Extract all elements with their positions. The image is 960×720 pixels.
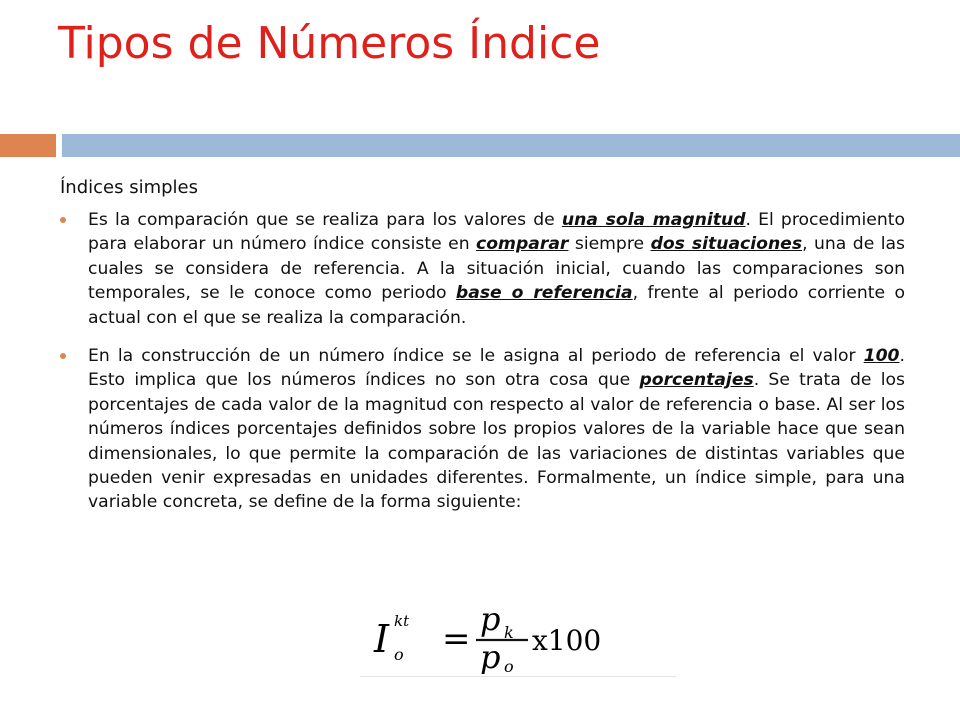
index-formula xyxy=(368,604,668,674)
formula-numerator: p xyxy=(480,604,501,638)
bullet-dot-icon xyxy=(60,353,66,359)
bullet-text xyxy=(88,210,905,328)
body-text: En la construcción de un número índice se le asigna al periodo de referencia el valor xyxy=(88,346,864,367)
emphasized-term: comparar xyxy=(476,234,569,255)
formula-subscript: o xyxy=(394,645,404,664)
formula-denominator: p xyxy=(480,638,501,674)
body-text: . El procedimiento para elaborar un número índice consiste en xyxy=(88,210,905,255)
emphasized-term: 100 xyxy=(863,346,900,367)
emphasized-term: dos situaciones xyxy=(650,234,803,255)
body-text: . Se trata de los porcentajes de cada valor de la magnitud con respecto al valor de referencia o base. Al ser los números índices porcentajes definidos sobre los propios valores de la variable hace que sean dimensionales, lo que permite la comparación de las variaciones de distintas variables que pueden venir expresadas en unidades diferentes. Formalmente, un índice simple, para una variable concreta, se define de la forma siguiente: xyxy=(88,370,906,513)
formula-superscript: kt xyxy=(394,612,410,630)
body-text: , frente al periodo corriente o actual con el que se realiza la comparación. xyxy=(88,283,905,328)
formula-underline xyxy=(360,676,676,677)
emphasized-term: porcentajes xyxy=(639,370,754,391)
formula-denominator-sub: o xyxy=(504,657,514,674)
slide-content xyxy=(60,176,905,529)
section-heading: Índices simples xyxy=(60,177,199,198)
accent-bar-orange xyxy=(0,134,56,157)
formula-multiplier: x100 xyxy=(532,624,602,657)
emphasized-term: una sola magnitud xyxy=(561,210,746,230)
bullet-dot-icon xyxy=(60,217,66,223)
emphasized-term: base o referencia xyxy=(455,283,633,304)
slide-title: Tipos de Números Índice xyxy=(58,18,601,69)
body-text: siempre xyxy=(568,234,651,255)
body-text: , una de las cuales se considera de referencia. A la situación inicial, cuando las comparaciones son temporales, se le conoce como periodo xyxy=(88,234,905,304)
bullet-paragraph-2 xyxy=(60,344,905,515)
bullet-paragraph-1 xyxy=(60,208,905,330)
accent-bar-blue xyxy=(62,134,960,157)
bullet-text xyxy=(88,346,905,512)
body-text: . Esto implica que los números índices no son otra cosa que xyxy=(88,346,905,391)
body-text: Es la comparación que se realiza para los valores de xyxy=(88,210,562,230)
formula-numerator-sub: k xyxy=(504,623,514,642)
formula-equals: = xyxy=(442,619,471,659)
formula-base: I xyxy=(374,617,390,661)
